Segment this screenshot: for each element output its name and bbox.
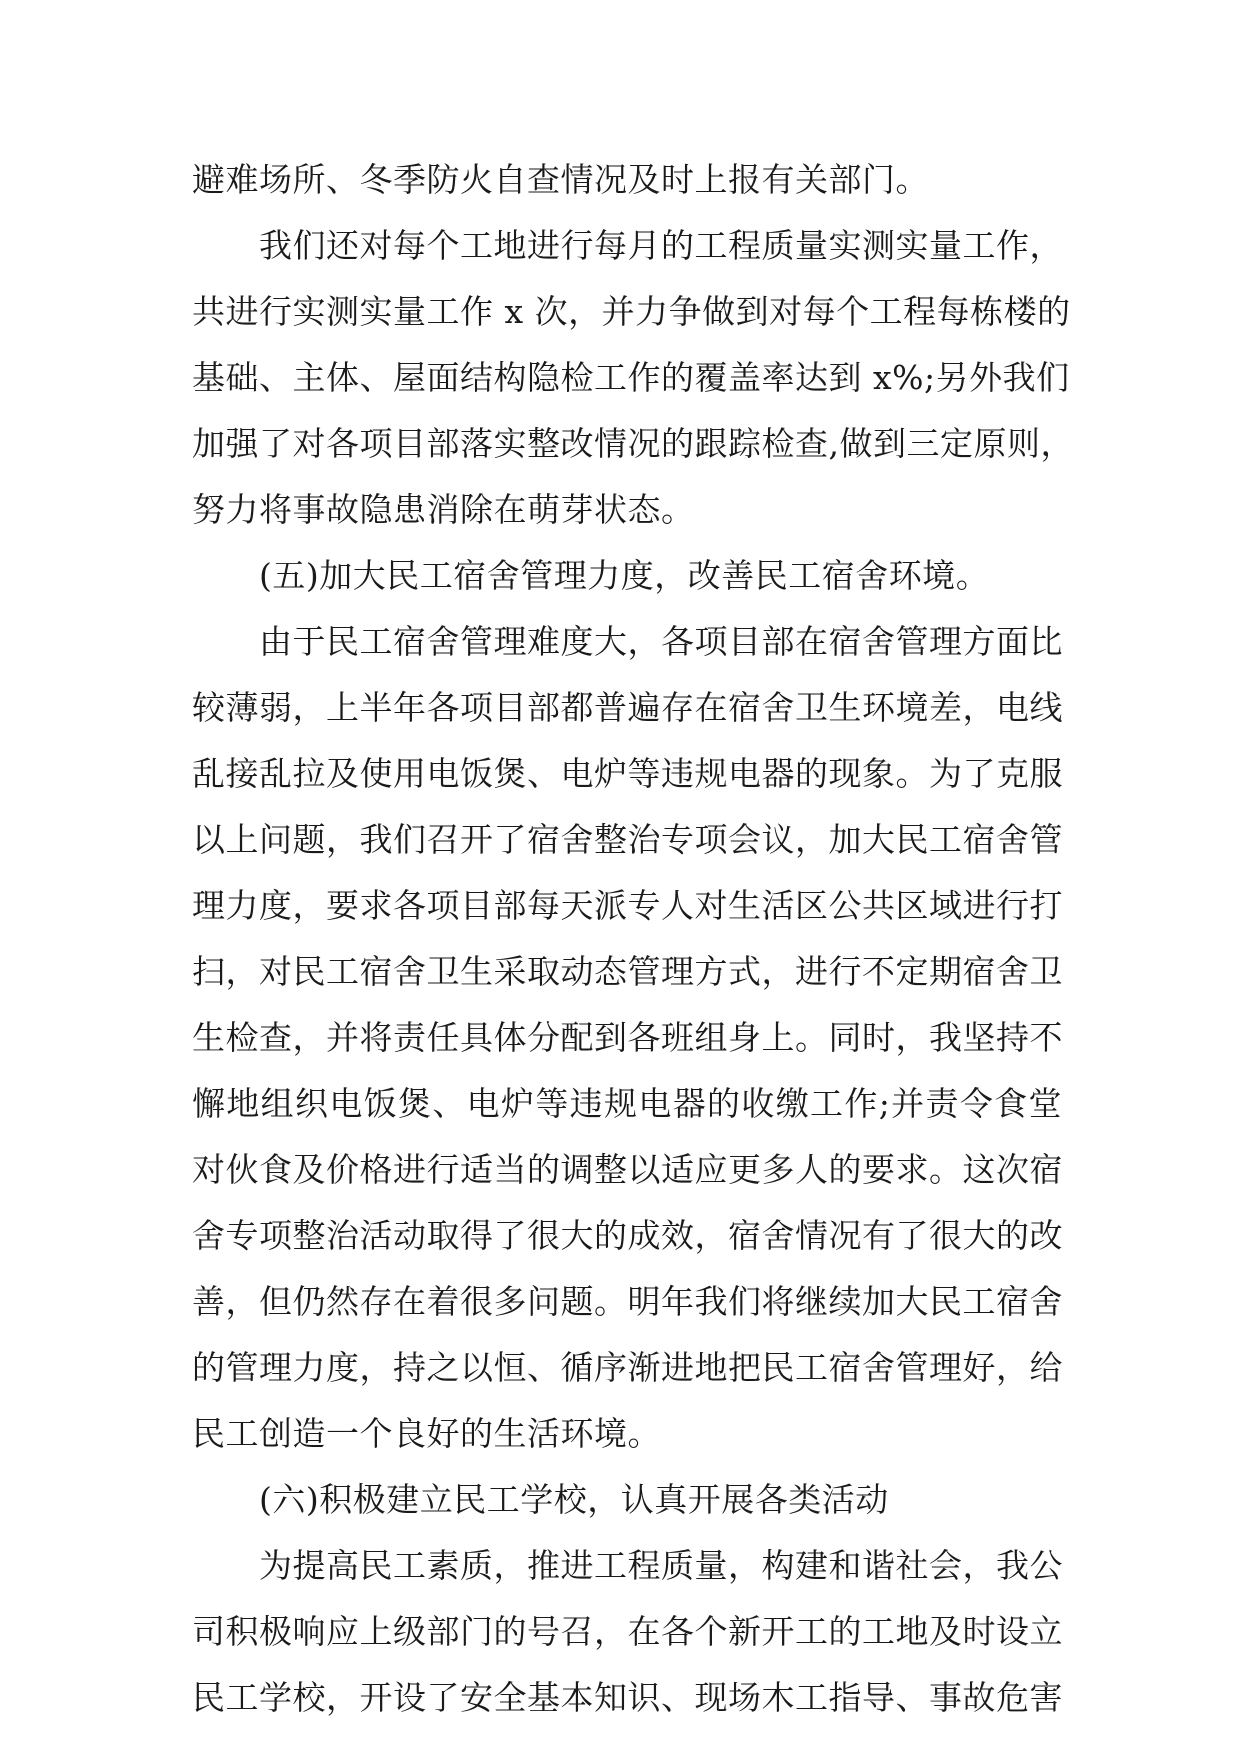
paragraph-first-line: 为提高民工素质，推进工程质量，构建和谐社会，我公 <box>259 1546 1063 1585</box>
text-line: 的管理力度，持之以恒、循序渐进地把民工宿舍管理好，给 <box>192 1348 1063 1387</box>
text-line: 避难场所、冬季防火自查情况及时上报有关部门。 <box>192 160 929 199</box>
text-line: 扫，对民工宿舍卫生采取动态管理方式，进行不定期宿舍卫 <box>192 952 1063 991</box>
section-heading: (五)加大民工宿舍管理力度，改善民工宿舍环境。 <box>259 556 990 595</box>
text-line: 基础、主体、屋面结构隐检工作的覆盖率达到 x%;另外我们 <box>192 358 1070 397</box>
text-line: 司积极响应上级部门的号召，在各个新开工的工地及时设立 <box>192 1612 1063 1651</box>
text-line: 民工学校，开设了安全基本知识、现场木工指导、事故危害 <box>192 1678 1063 1717</box>
text-line: 善，但仍然存在着很多问题。明年我们将继续加大民工宿舍 <box>192 1282 1063 1321</box>
paragraph-first-line: 我们还对每个工地进行每月的工程质量实测实量工作， <box>259 226 1063 265</box>
text-line: 努力将事故隐患消除在萌芽状态。 <box>192 490 695 529</box>
paragraph-first-line: 由于民工宿舍管理难度大，各项目部在宿舍管理方面比 <box>259 622 1063 661</box>
section-heading: (六)积极建立民工学校，认真开展各类活动 <box>259 1480 889 1519</box>
text-line: 对伙食及价格进行适当的调整以适应更多人的要求。这次宿 <box>192 1150 1063 1189</box>
text-line: 理力度，要求各项目部每天派专人对生活区公共区域进行打 <box>192 886 1063 925</box>
text-line: 以上问题，我们召开了宿舍整治专项会议，加大民工宿舍管 <box>192 820 1063 859</box>
text-line: 共进行实测实量工作 x 次，并力争做到对每个工程每栋楼的 <box>192 292 1071 331</box>
text-line: 生检查，并将责任具体分配到各班组身上。同时，我坚持不 <box>192 1018 1063 1057</box>
text-line: 懈地组织电饭煲、电炉等违规电器的收缴工作;并责令食堂 <box>192 1084 1062 1123</box>
text-line: 乱接乱拉及使用电饭煲、电炉等违规电器的现象。为了克服 <box>192 754 1063 793</box>
text-line: 民工创造一个良好的生活环境。 <box>192 1414 661 1453</box>
text-line: 舍专项整治活动取得了很大的成效，宿舍情况有了很大的改 <box>192 1216 1063 1255</box>
text-line: 较薄弱，上半年各项目部都普遍存在宿舍卫生环境差，电线 <box>192 688 1063 727</box>
text-line: 加强了对各项目部落实整改情况的跟踪检查,做到三定原则， <box>192 424 1074 463</box>
